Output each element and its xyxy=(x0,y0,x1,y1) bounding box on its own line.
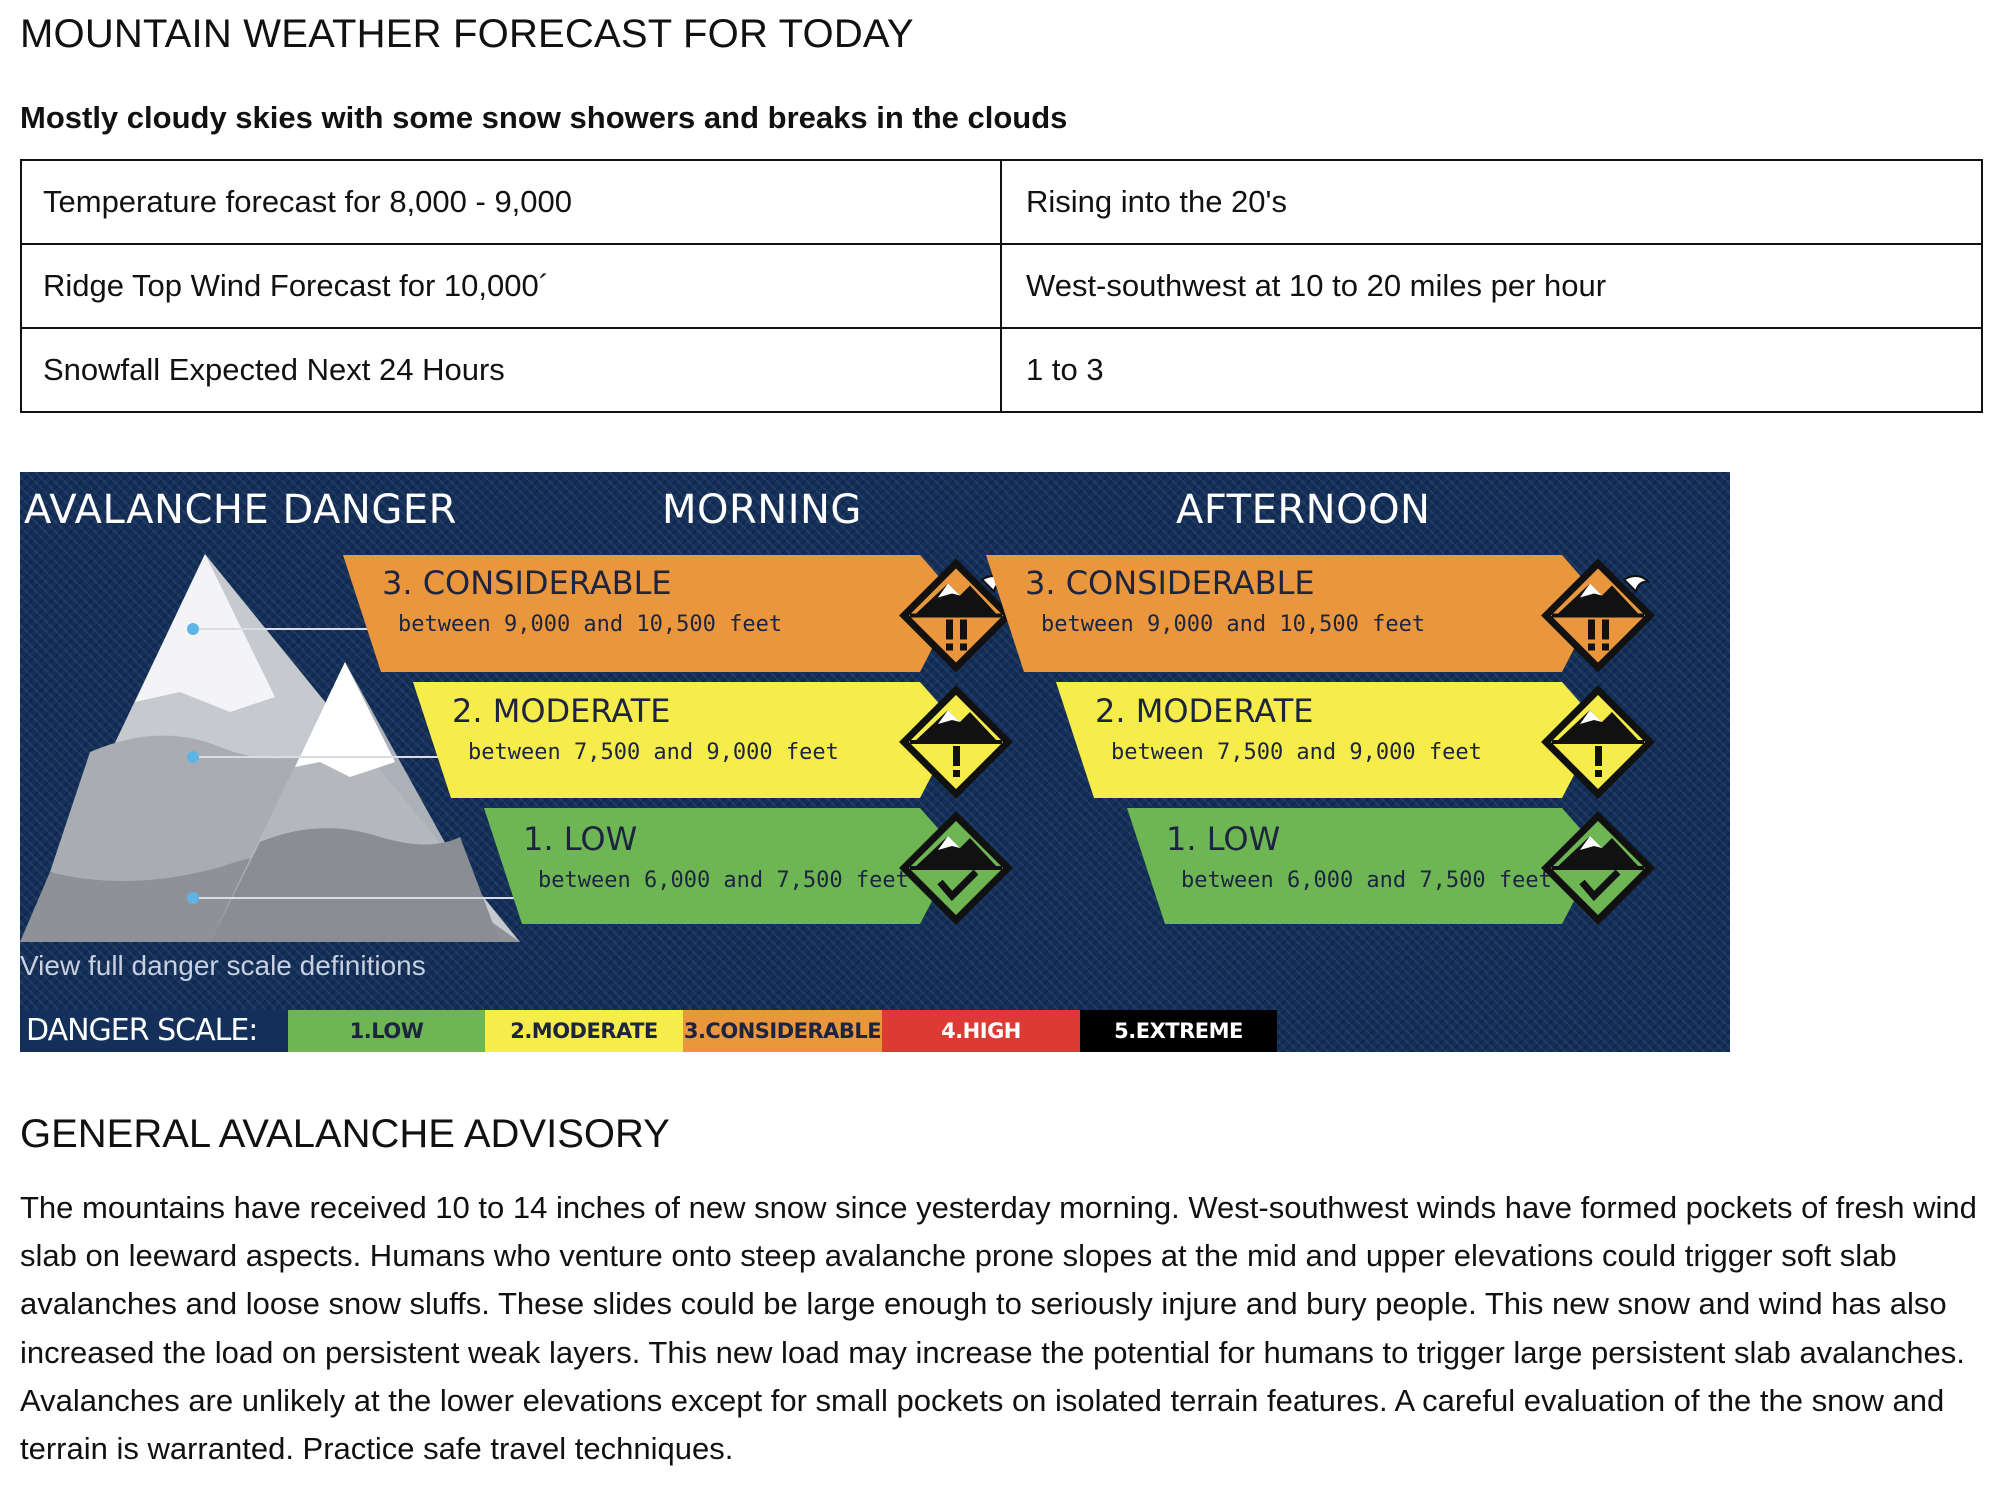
advisory-text: The mountains have received 10 to 14 inches of new snow since yesterday morning. West-southwest winds have formed pockets of fresh wind slab on leeward aspects. Humans who venture onto steep avalanche prone slopes at the mid and upper elevations could trigger soft slab avalanches and loose snow sluffs. These slides could be large enough to seriously injure and bury people. This new snow and wind has also increased the load on persistent weak layers. This new load may increase the potential for humans to trigger large persistent slab avalanches. Avalanches are unlikely at the lower elevations except for small pockets on isolated terrain features. A careful evaluation of the the snow and terrain is warranted. Practice safe travel techniques. xyxy=(20,1190,1977,1467)
morning-lower-danger-level: 1. LOW xyxy=(523,820,638,858)
table-cell-label: Ridge Top Wind Forecast for 10,000´ xyxy=(21,244,1001,328)
table-cell-label: Snowfall Expected Next 24 Hours xyxy=(21,328,1001,412)
avalanche-danger-graphic xyxy=(20,472,1730,1052)
morning-heading: MORNING xyxy=(662,487,862,533)
scale-level-considerable: 3.CONSIDERABLE xyxy=(683,1010,882,1052)
table-cell-label: Temperature forecast for 8,000 - 9,000 xyxy=(21,160,1001,244)
scale-level-low: 1.LOW xyxy=(288,1010,485,1052)
table-cell-value: Rising into the 20's xyxy=(1001,160,1982,244)
afternoon-lower-danger-level: 1. LOW xyxy=(1166,820,1281,858)
scale-level-moderate: 2.MODERATE xyxy=(485,1010,683,1052)
afternoon-upper-elevation-range: between 9,000 and 10,500 feet xyxy=(1041,612,1426,637)
scale-level-high: 4.HIGH xyxy=(882,1010,1080,1052)
weather-forecast-table xyxy=(20,159,1983,413)
scale-level-extreme: 5.EXTREME xyxy=(1080,1010,1277,1052)
morning-upper-elevation-range: between 9,000 and 10,500 feet xyxy=(398,612,783,637)
table-cell-value: 1 to 3 xyxy=(1001,328,1982,412)
morning-middle-elevation-range: between 7,500 and 9,000 feet xyxy=(468,740,839,765)
table-row xyxy=(21,244,1982,328)
page-title: MOUNTAIN WEATHER FORECAST FOR TODAY xyxy=(20,12,914,56)
afternoon-heading: AFTERNOON xyxy=(1176,487,1431,533)
avalanche-danger-heading: AVALANCHE DANGER xyxy=(24,487,457,533)
afternoon-middle-elevation-range: between 7,500 and 9,000 feet xyxy=(1111,740,1482,765)
morning-upper-danger-level: 3. CONSIDERABLE xyxy=(382,564,672,602)
table-cell-value: West-southwest at 10 to 20 miles per hour xyxy=(1001,244,1982,328)
danger-scale-legend xyxy=(20,1010,1285,1052)
forecast-summary: Mostly cloudy skies with some snow showers and breaks in the clouds xyxy=(20,100,1068,135)
morning-middle-danger-level: 2. MODERATE xyxy=(452,692,671,730)
table-row xyxy=(21,160,1982,244)
danger-scale-definitions-link[interactable]: View full danger scale definitions xyxy=(20,950,426,981)
danger-scale-label: DANGER SCALE: xyxy=(20,1010,288,1052)
afternoon-middle-danger-level: 2. MODERATE xyxy=(1095,692,1314,730)
advisory-heading: GENERAL AVALANCHE ADVISORY xyxy=(20,1112,670,1156)
morning-lower-elevation-range: between 6,000 and 7,500 feet xyxy=(538,868,909,893)
afternoon-lower-elevation-range: between 6,000 and 7,500 feet xyxy=(1181,868,1552,893)
afternoon-upper-danger-level: 3. CONSIDERABLE xyxy=(1025,564,1315,602)
table-row xyxy=(21,328,1982,412)
